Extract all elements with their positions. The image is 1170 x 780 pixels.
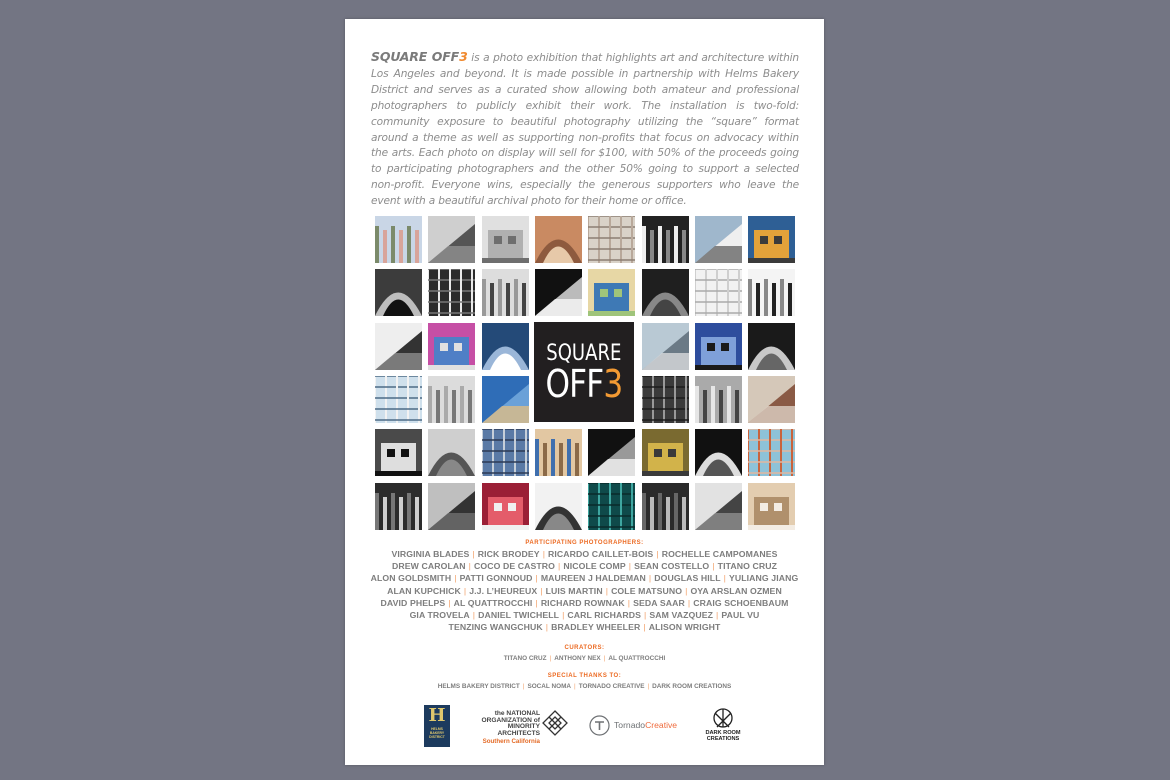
separator: |	[540, 585, 543, 596]
thanks-title: SPECIAL THANKS TO:	[547, 673, 622, 679]
separator: |	[628, 561, 632, 572]
photographer-line	[345, 548, 824, 560]
photo-tile	[748, 216, 795, 263]
name-item: BRADLEY WHEELER	[551, 622, 641, 633]
photo-tile	[695, 216, 742, 263]
separator: |	[522, 683, 525, 690]
name-item: GIA TROVELA	[409, 610, 470, 621]
photo-tile	[375, 429, 422, 476]
logo-line2	[545, 361, 623, 406]
name-item: TORNADO CREATIVE	[578, 683, 645, 690]
name-item: TENZING WANGCHUK	[448, 622, 543, 633]
name-item: SEDA SAAR	[633, 597, 685, 608]
photo-tile	[428, 376, 475, 423]
name-item: AL QUATTROCCHI	[608, 655, 666, 662]
separator: |	[716, 610, 719, 621]
logo-line1: SQUARE	[546, 340, 622, 366]
name-item: LUIS MARTIN	[545, 585, 603, 596]
name-item: CARL RICHARDS	[567, 610, 641, 621]
photo-tile	[642, 216, 689, 263]
aperture-icon	[712, 707, 734, 729]
name-item: CRAIG SCHOENBAUM	[693, 597, 789, 608]
photographer-line	[345, 585, 824, 597]
name-item: DARK ROOM CREATIONS	[652, 683, 732, 690]
darkroom-text: DARK ROOM CREATIONS	[705, 730, 741, 742]
photographer-line	[345, 597, 824, 609]
photo-tile	[535, 269, 582, 316]
photo-tile	[482, 323, 529, 370]
photo-tile	[375, 269, 422, 316]
name-item: HELMS BAKERY DISTRICT	[437, 683, 520, 690]
noma-logo	[478, 711, 568, 745]
photo-tile	[748, 483, 795, 530]
photo-tile	[695, 269, 742, 316]
name-item: ROCHELLE CAMPOMANES	[661, 549, 778, 559]
photo-tile	[375, 376, 422, 423]
photo-tile	[428, 216, 475, 263]
intro-paragraph	[371, 49, 799, 210]
photo-tile	[428, 269, 475, 316]
photo-tile	[695, 323, 742, 370]
name-item: PATTI GONNOUD	[459, 573, 533, 584]
name-item: J.J. L’HEUREUX	[469, 585, 538, 596]
separator: |	[535, 597, 538, 608]
tornado-name: Tornado	[614, 720, 646, 730]
photographer-line	[345, 560, 824, 572]
separator: |	[656, 549, 659, 559]
photo-tile	[428, 323, 475, 370]
dark-room-creations-logo	[700, 707, 746, 745]
photo-grid	[375, 216, 795, 530]
tornado-wordmark	[614, 720, 677, 730]
separator: |	[685, 585, 688, 596]
name-item: ANTHONY NEX	[554, 655, 601, 662]
separator: |	[574, 683, 576, 690]
helms-bakery-logo	[424, 705, 450, 747]
intro-brand-text: SQUARE OFF	[371, 49, 460, 64]
photo-tile	[748, 429, 795, 476]
photo-tile	[588, 483, 635, 530]
thanks-list	[345, 682, 824, 691]
photo-tile	[535, 216, 582, 263]
separator: |	[448, 597, 451, 608]
name-item: SEAN COSTELLO	[634, 561, 710, 572]
name-item: PAUL VU	[721, 610, 760, 621]
separator: |	[723, 573, 726, 584]
name-item: RICHARD ROWNAK	[540, 597, 625, 608]
exhibition-poster	[345, 19, 824, 765]
photo-tile	[642, 483, 689, 530]
tornado-t-icon	[589, 715, 610, 736]
separator: |	[463, 585, 467, 596]
intro-brand	[371, 49, 468, 64]
name-item: TITANO CRUZ	[503, 655, 547, 662]
photo-tile	[588, 429, 635, 476]
photographer-line	[345, 572, 824, 584]
separator: |	[549, 655, 552, 662]
logo-word-off: OFF	[545, 361, 604, 406]
separator: |	[454, 573, 457, 584]
photo-tile	[482, 269, 529, 316]
separator: |	[558, 561, 561, 572]
curator-list	[345, 654, 824, 663]
separator: |	[627, 597, 631, 608]
name-item: OYA ARSLAN OZMEN	[690, 585, 782, 596]
photo-tile	[695, 429, 742, 476]
photo-tile	[748, 323, 795, 370]
photo-tile	[588, 216, 635, 263]
name-item: SOCAL NOMA	[527, 683, 572, 690]
curators-title: CURATORS:	[564, 645, 605, 651]
name-item: DREW CAROLAN	[392, 561, 466, 572]
noma-text: the NATIONAL ORGANIZATION of MINORITY ARCHITECTS	[481, 710, 540, 737]
intro-body: is a photo exhibition that highlights art and architecture within Los Angeles and beyond. It is made possible in partnership with Helms Bakery District and serves as a curated show allowing both amateur and professional photographers to publicly exhibit their work. The installation is two-fold: community exposure to beautiful photography utilizing the “square” format around a theme as well as supporting non-profits that focus on advocacy within the arts. Each photo on display will sell for $100, with 50% of the proceeds going to participating photographers and the other 50% going to support a selected non-profit. Everyone wins, especially the generous supporters who leave the event with a beautiful archival photo for their home or office.	[371, 52, 799, 208]
photo-tile	[482, 376, 529, 423]
separator: |	[468, 561, 471, 572]
noma-diamond-icon	[542, 710, 568, 736]
name-item: VIRGINIA BLADES	[391, 549, 470, 559]
separator: |	[545, 622, 549, 633]
photo-tile	[375, 483, 422, 530]
separator: |	[687, 597, 691, 608]
name-item: SAM VAZQUEZ	[649, 610, 714, 621]
name-item: COCO DE CASTRO	[473, 561, 556, 572]
photo-tile	[482, 483, 529, 530]
name-item: COLE MATSUNO	[611, 585, 683, 596]
photographer-list	[345, 548, 824, 633]
name-item: DANIEL TWICHELL	[478, 610, 560, 621]
logo-number: 3	[603, 361, 623, 406]
name-item: RICARDO CAILLET-BOIS	[548, 549, 654, 559]
name-item: MAUREEN J HALDEMAN	[540, 573, 646, 584]
photo-tile	[535, 483, 582, 530]
name-item: DOUGLAS HILL	[654, 573, 721, 584]
curators-section	[345, 644, 824, 663]
photo-tile	[535, 429, 582, 476]
sponsor-logos	[345, 701, 824, 751]
thanks-section	[345, 672, 824, 691]
tornado-creative-logo	[589, 715, 685, 737]
separator: |	[472, 610, 476, 621]
intro-brand-number: 3	[459, 49, 468, 64]
name-item: TITANO CRUZ	[717, 561, 777, 572]
helms-text: HELMS BAKERY DISTRICT	[429, 727, 445, 739]
name-item: NICOLE COMP	[563, 561, 626, 572]
photo-tile	[482, 216, 529, 263]
photographers-section	[345, 539, 824, 633]
photo-tile	[642, 376, 689, 423]
noma-region: Southern California	[482, 738, 540, 745]
tornado-accent: Creative	[645, 720, 678, 730]
square-off-logo	[534, 322, 634, 422]
name-item: RICK BRODEY	[477, 549, 540, 559]
name-item: ALAN KUPCHICK	[387, 585, 461, 596]
photo-tile	[695, 483, 742, 530]
separator: |	[648, 573, 652, 584]
photo-tile	[375, 323, 422, 370]
separator: |	[542, 549, 546, 559]
photo-tile	[588, 269, 635, 316]
separator: |	[472, 549, 475, 559]
name-item: DAVID PHELPS	[380, 597, 446, 608]
photographer-line	[345, 621, 824, 633]
photo-tile	[642, 323, 689, 370]
photographers-title: PARTICIPATING PHOTOGRAPHERS:	[525, 540, 644, 546]
separator: |	[712, 561, 715, 572]
photo-tile	[428, 483, 475, 530]
photographer-line	[345, 609, 824, 621]
name-item: YULIANG JIANG	[728, 573, 799, 584]
photo-tile	[748, 269, 795, 316]
separator: |	[643, 610, 647, 621]
helms-letter: H	[428, 705, 446, 726]
name-item: ALISON WRIGHT	[648, 622, 721, 633]
separator: |	[647, 683, 650, 690]
separator: |	[643, 622, 646, 633]
photo-tile	[482, 429, 529, 476]
photo-tile	[642, 269, 689, 316]
separator: |	[535, 573, 538, 584]
photo-tile	[642, 429, 689, 476]
separator: |	[603, 655, 606, 662]
photo-tile	[748, 376, 795, 423]
photo-tile	[375, 216, 422, 263]
separator: |	[605, 585, 609, 596]
separator: |	[562, 610, 565, 621]
name-item: AL QUATTROCCHI	[453, 597, 533, 608]
photo-tile	[428, 429, 475, 476]
photo-tile	[695, 376, 742, 423]
name-item: ALON GOLDSMITH	[370, 573, 452, 584]
